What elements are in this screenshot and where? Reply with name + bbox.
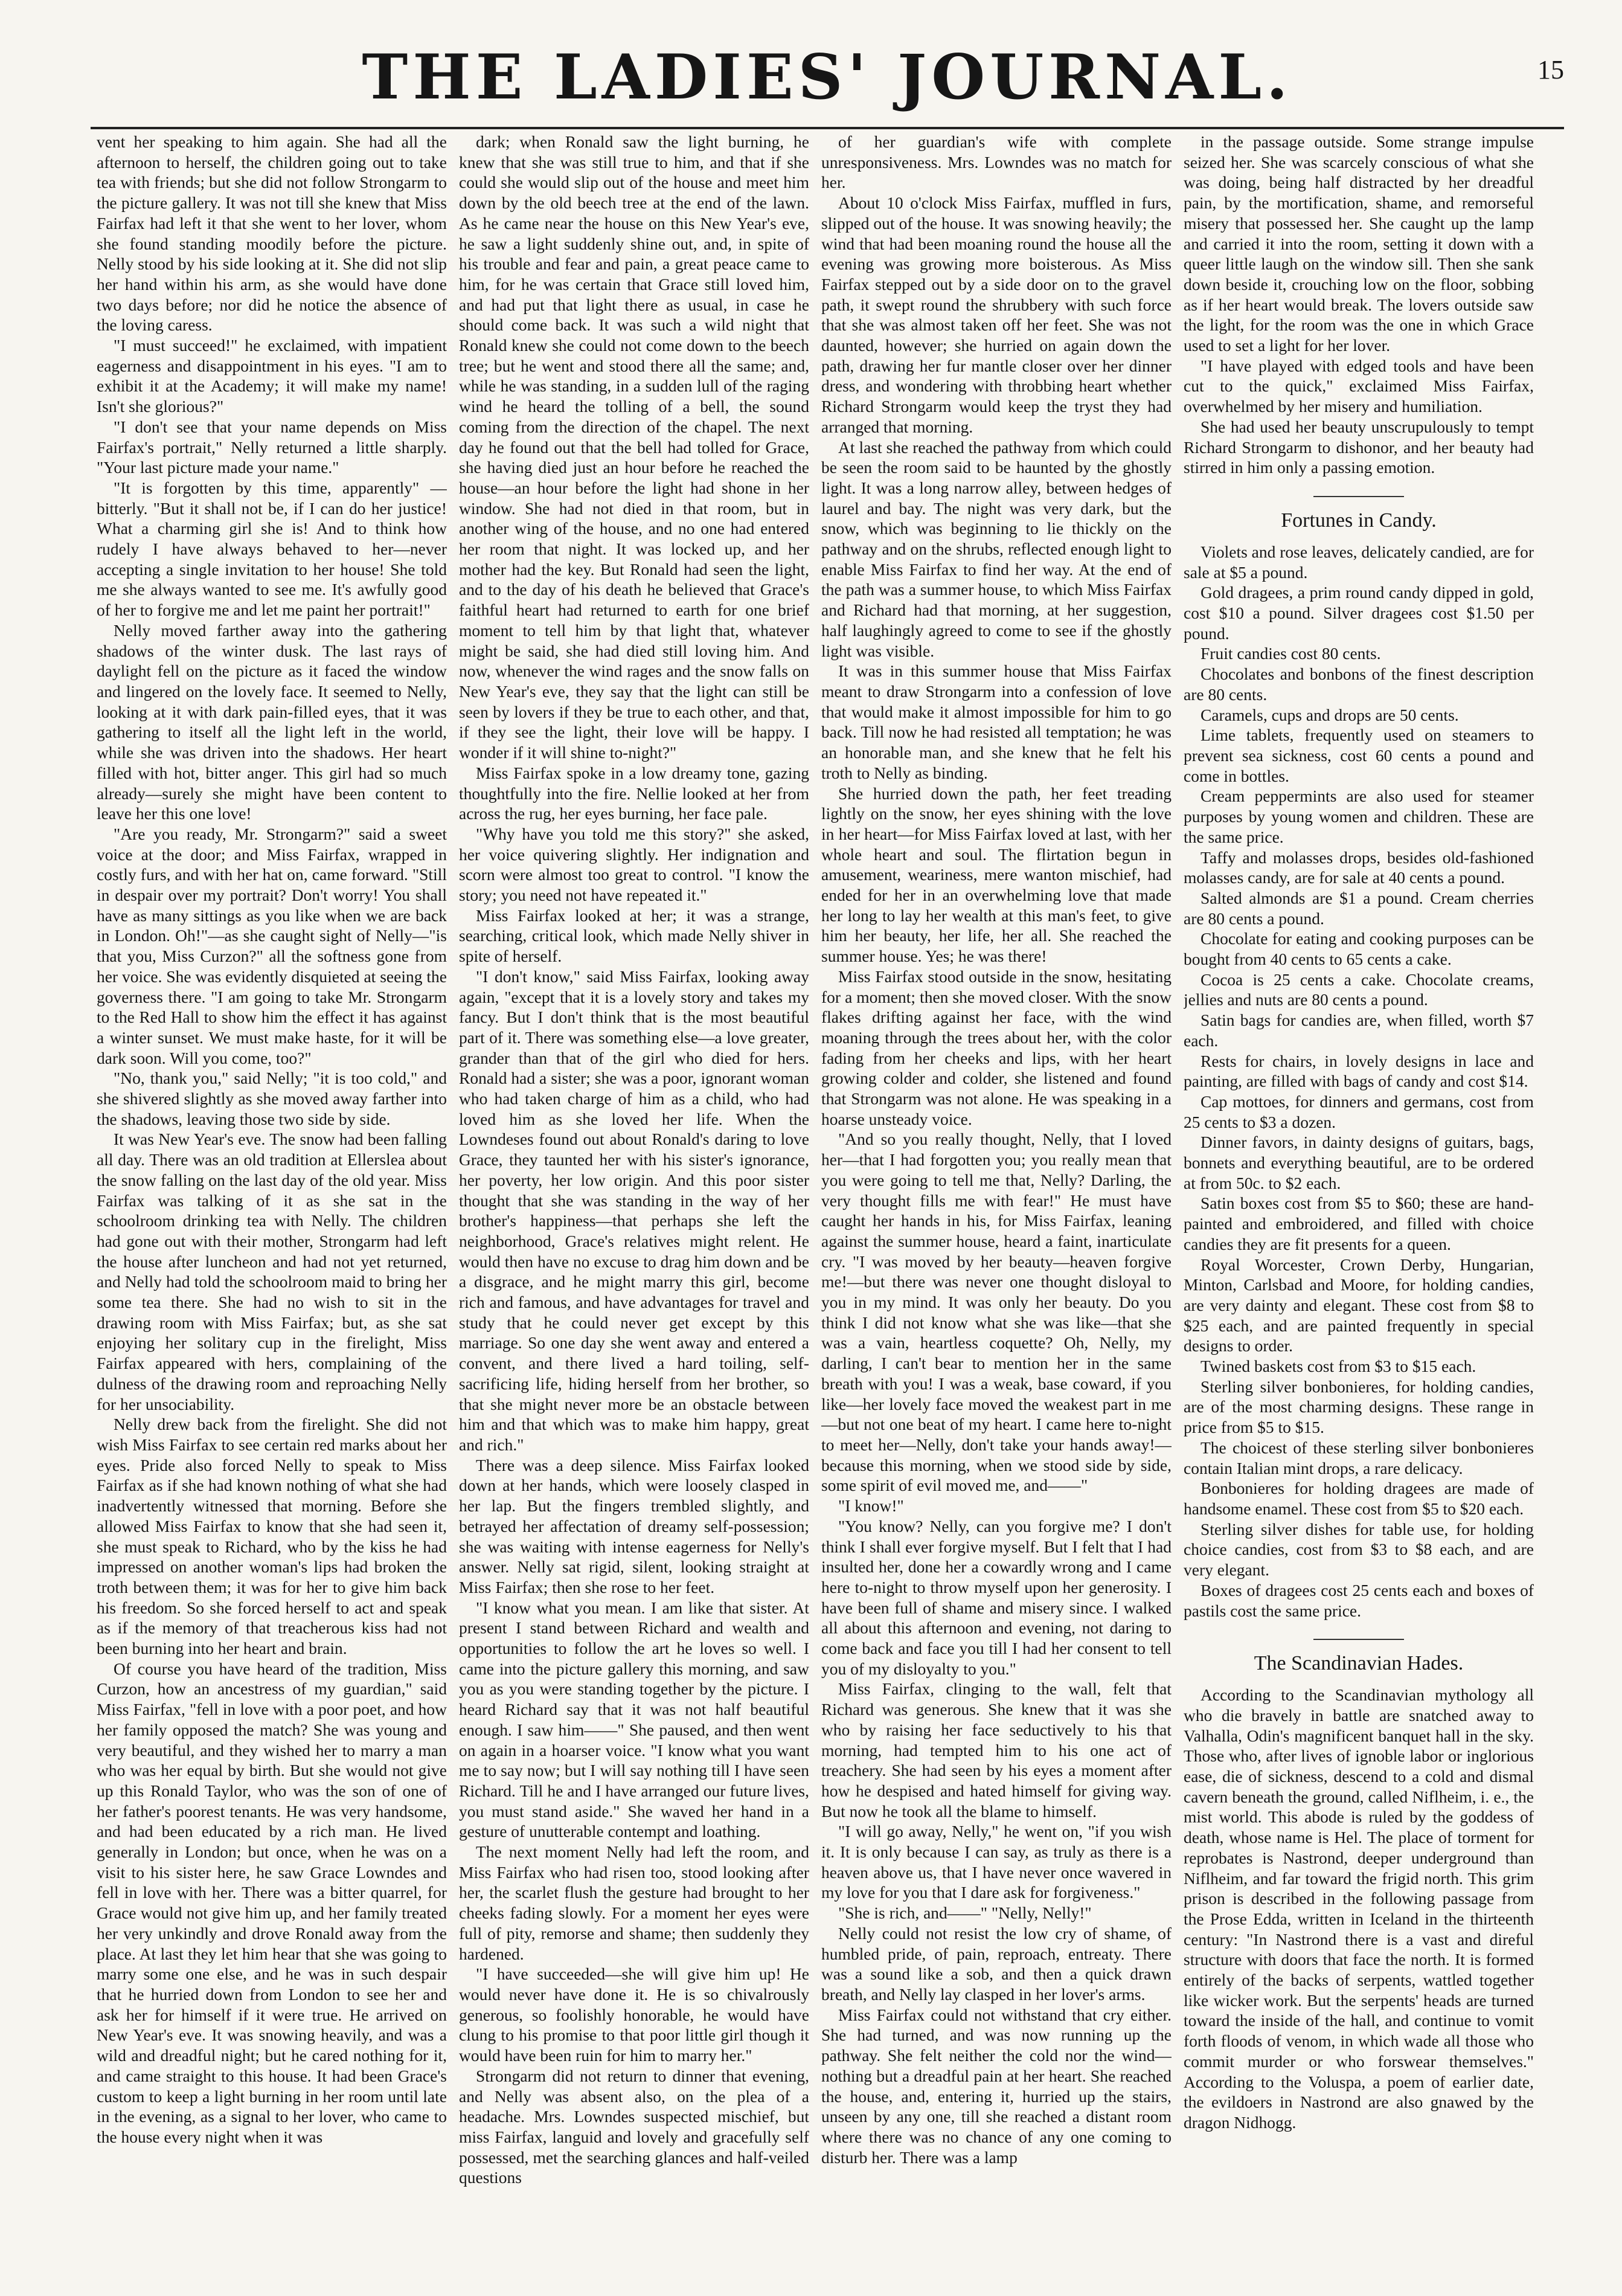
paragraph: "I don't see that your name depends on Miss Fairfax's portrait," Nelly returned a little sharply. "Your last picture made your name." [97,417,447,477]
paragraph: Sterling silver dishes for table use, for holding choice candies, cost from $3 to $8 each, and are very elegant. [1184,1519,1534,1580]
paragraph: Nelly drew back from the firelight. She did not wish Miss Fairfax to see certain red marks about her eyes. Pride also forced Nelly to speak to Miss Fairfax as if she had known nothing of what she had inadvertently witnessed that morning. Before she allowed Miss Fairfax to know that she had seen it, she must speak to Richard, who by the kiss he had impressed on another woman's lips had broken the troth between them; it was for her to give him back his freedom. So she forced herself to act and speak as if the memory of that treacherous kiss had not been burning into her heart and brain. [97,1415,447,1658]
paragraph: She had used her beauty unscrupulously to tempt Richard Strongarm to dishonor, and her beauty had stirred in him only a passing emotion. [1184,417,1534,477]
column-1 [97,132,447,2282]
paragraph: Dinner favors, in dainty designs of guitars, bags, bonnets and everything beautiful, are to be ordered at from 50c. to $2 each. [1184,1133,1534,1192]
paragraph: Miss Fairfax stood outside in the snow, hesitating for a moment; then she moved closer. With the snow flakes drifting against her face, with the wind moaning through the trees about her, with the color fading from her cheeks and lips, with her heart growing colder and colder, she listened and found that Strongarm was not alone. He was speaking in a hoarse unsteady voice. [821,966,1172,1128]
paragraph: "No, thank you," said Nelly; "it is too cold," and she shivered slightly as she moved away farther into the shadows, leaving those two side by side. [97,1069,447,1128]
paragraph: Cream peppermints are also used for steamer purposes by young women and children. These are the same price. [1184,786,1534,846]
paragraph: Satin boxes cost from $5 to $60; these are hand-painted and embroidered, and filled with choice candies they are fit presents for a queen. [1184,1194,1534,1253]
paragraph: Fruit candies cost 80 cents. [1200,644,1381,663]
paragraph: of her guardian's wife with complete unresponsiveness. Mrs. Lowndes was no match for her. [821,132,1172,192]
masthead [91,36,1564,127]
paragraph: Cocoa is 25 cents a cake. Chocolate creams, jellies and nuts are 80 cents a pound. [1184,970,1534,1009]
paragraph: Royal Worcester, Crown Derby, Hungarian, Minton, Carlsbad and Moore, for holding candies, are very dainty and elegant. These cost from $8 to $25 each, and are painted frequently in special designs to order. [1184,1255,1534,1355]
paragraph: According to the Scandinavian mythology all who die bravely in battle are snatched away to Valhalla, Odin's magnificent banquet hall in the sky. Those who, after lives of ignoble labor or inglorious ease, die of sickness, descend to a cold and dismal cavern beneath the ground, called Niflheim, i. e., the mist world. This abode is ruled by the goddess of death, whose name is Hel. The place of torment for reprobates is Nastrond, deeper underground than Niflheim, and far toward the frigid north. This grim prison is described in the following passage from the Prose Edda, written in Iceland in the thirteenth century: "In Nastrond there is a vast and direful structure with doors that face the north. It is formed entirely of the backs of serpents, wattled together like wicker work. But the serpents' heads are turned toward the inside of the hall, and continue to vomit forth floods of venom, in which wade all those who commit murder or who forswear themselves." According to the Voluspa, a poem of earlier date, the evildoers in Nastrond are also gnawed by the dragon Nidhogg. [1184,1685,1534,2132]
paragraph: Sterling silver bonbonieres, for holding candies, are of the most charming designs. These range in price from $5 to $15. [1184,1377,1534,1437]
paragraph: Bonbonieres for holding dragees are made of handsome enamel. These cost from $5 to $20 each. [1184,1479,1534,1518]
paragraph: "Are you ready, Mr. Strongarm?" said a sweet voice at the door; and Miss Fairfax, wrapped in costly furs, and with her hat on, came forward. "Still in despair over my portrait? Don't worry! You shall have as many sittings as you like when we are back in London. Oh!"—as she caught sight of Nelly—"is that you, Miss Curzon?" all the softness gone from her voice. She was evidently disquieted at seeing the governess there. "I am going to take Mr. Strongarm to the Red Hall to show him the effect it has against a winter sunset. We must make haste, for it will be dark soon. Will you come, too?" [97,824,447,1067]
paragraph: Strongarm did not return to dinner that evening, and Nelly was absent also, on the plea of a headache. Mrs. Lowndes suspected mischief, but miss Fairfax, languid and lovely and gracefully self possessed, met the searching glances and half-veiled questions [459,2066,809,2187]
paragraph: in the passage outside. Some strange impulse seized her. She was scarcely conscious of what she was doing, being half distracted by her dreadful pain, by the mortification, shame, and remorseful misery that possessed her. She caught up the lamp and carried it into the room, setting it down with a queer little laugh on the window sill. Then she sank down beside it, crouching low on the floor, sobbing as if her heart would break. The lovers outside saw the light, for the room was the one in which Grace used to set a light for her lover. [1184,132,1534,355]
paragraph: At last she reached the pathway from which could be seen the room said to be haunted by the ghostly light. It was a long narrow alley, between hedges of laurel and bay. The night was very dark, but the snow, which was beginning to lie thickly on the pathway and on the shrubs, reflected enough light to enable Miss Fairfax to find her way. At the end of the path was a summer house, to which Miss Fairfax and Richard had that morning, at her suggestion, half laughingly agreed to come to see if the ghostly light was visible. [821,437,1172,660]
paragraph: Miss Fairfax could not withstand that cry either. She had turned, and was now running up the pathway. She felt neither the cold nor the wind—nothing but a dreadful pain at her heart. She reached the house, and, entering it, hurried up the stairs, unseen by any one, till she reached a distant room where there was no chance of any one coming to disturb her. There was a lamp [821,2005,1172,2167]
paragraph: Taffy and molasses drops, besides old-fashioned molasses candy, are for sale at 40 cents a pound. [1184,847,1534,887]
paragraph: The next moment Nelly had left the room, and Miss Fairfax who had risen too, stood looking after her, the scarlet flush the gesture had brought to her cheeks fading slowly. For a moment her eyes were full of pity, remorse and shame; then suddenly they hardened. [459,1842,809,1963]
paragraph: Cap mottoes, for dinners and germans, cost from 25 cents to $3 a dozen. [1184,1092,1534,1131]
column-4 [1184,132,1534,2282]
paragraph: Chocolate for eating and cooking purposes can be bought from 40 cents to 65 cents a cake. [1184,929,1534,969]
paragraph: Satin bags for candies are, when filled, worth $7 each. [1184,1011,1534,1050]
paragraph: "I have played with edged tools and have been cut to the quick," exclaimed Miss Fairfax, overwhelmed by her misery and humiliation. [1184,356,1534,416]
paragraph: Violets and rose leaves, delicately candied, are for sale at $5 a pound. [1184,542,1534,582]
paragraph: "I know!" [838,1496,904,1516]
paragraph: Boxes of dragees cost 25 cents each and boxes of pastils cost the same price. [1184,1580,1534,1620]
section-heading: The Scandinavian Hades. [1254,1652,1464,1675]
paragraph: Nelly could not resist the low cry of shame, of humbled pride, of pain, reproach, entreaty. There was a sound like a sob, and then a quick drawn breath, and Nelly lay clasped in her lover's arms. [821,1923,1172,2004]
paragraph: Miss Fairfax spoke in a low dreamy tone, gazing thoughtfully into the fire. Nellie looked at her from across the rug, her eyes burning, her face pale. [459,763,809,823]
paragraph: About 10 o'clock Miss Fairfax, muffled in furs, slipped out of the house. It was snowing heavily; the wind that had been moaning round the house all the evening was growing more boisterous. As Miss Fairfax stepped out by a side door on to the gravel path, it swept round the shrubbery with such force that she was almost taken off her feet. She was not daunted, however; she hurried on again down the path, drawing her fur mantle closer over her dinner dress, and wondering with throbbing heart whether Richard Strongarm would keep the tryst they had arranged that morning. [821,193,1172,436]
paragraph: Miss Fairfax, clinging to the wall, felt that Richard was generous. She knew that it was she who by raising her face seductively to his that morning, had tempted him to his one act of treachery. She had seen by his eyes a moment after how he despised and hated himself for giving way. But now he took all the blame to himself. [821,1679,1172,1821]
paragraph: Twined baskets cost from $3 to $15 each. [1200,1357,1476,1376]
section-heading: Fortunes in Candy. [1281,509,1437,532]
paragraph: Salted almonds are $1 a pound. Cream cherries are 80 cents a pound. [1184,888,1534,928]
paragraph: dark; when Ronald saw the light burning, he knew that she was still true to him, and that if she could she would slip out of the house and meet him down by the old beech tree at the end of the lawn. As he came near the house on this New Year's eve, he saw a light suddenly shine out, and, in spite of his trouble and fear and pain, a great peace came to him, for he was certain that Grace still loved him, and had put that light there as usual, in case he should come back. It was such a wild night that Ronald knew she could not come down to the beech tree; but he went and stood there all the same; and, while he was standing, in a sudden lull of the raging wind he heard the tolling of a bell, the sound coming from the direction of the chapel. The next day he found out that the bell had tolled for Grace, she having died just an hour before he reached the house—an hour before the light had shone in her window. She had not died in that room, but in another wing of the house, and no one had entered her room that night. It was locked up, and her mother had the key. But Ronald had seen the light, and to the day of his death he believed that Grace's faithful heart had returned to earth for one brief moment to tell him by that light that, whatever might be said, she had died still loving him. And now, whenever the wind rages and the snow falls on New Year's eve, they say that the light can still be seen by lovers if they be true to each other, and that, if they see the light, their love will be happy. I wonder if it will shine to-night?" [459,132,809,762]
paragraph: Lime tablets, frequently used on steamers to prevent sea sickness, cost 60 cents a pound and come in bottles. [1184,725,1534,785]
paragraph: "I don't know," said Miss Fairfax, looking away again, "except that it is a lovely story and takes my fancy. But I don't think that is the most beautiful part of it. There was something else—a love greater, grander than that of the girl who died for hers. Ronald had a sister; she was a poor, ignorant woman who had taken charge of him as a child, who had loved him as she loved her life. When the Lowndeses found out about Ronald's daring to love Grace, they taunted her with his sister's ignorance, her poverty, her low origin. And this poor sister thought that she was standing in the way of her brother's happiness—that perhaps she left the neighborhood, Grace's relatives might relent. He would then have no excuse to drag him down and be a disgrace, and he might marry this girl, become rich and famous, and have advantages for travel and study that he could never get except by this marriage. So one day she went away and entered a convent, and there lived a hard toiling, self-sacrificing life, hiding herself from her brother, so that she might never more be an obstacle between him and that which was to make him happy, great and rich." [459,966,809,1454]
paragraph: "I have succeeded—she will give him up! He would never have done it. He is so chivalrously generous, so foolishly honorable, he would have clung to his promise to that poor little girl though it would have been ruin for him to marry her." [459,1964,809,2065]
paragraph: "I know what you mean. I am like that sister. At present I stand between Richard and wealth and opportunities to follow the art he loves so well. I came into the picture gallery this morning, and saw you as you were standing together by the picture. I heard Richard say that it was not half beautiful enough. I saw him——" She paused, and then went on again in a hoarser voice. "I know what you want me to say now; but I will say nothing till I have seen Richard. Till he and I have arranged our future lives, you must stand aside." She waved her hand in a gesture of unutterable contempt and loathing. [459,1598,809,1841]
paragraph: "You know? Nelly, can you forgive me? I don't think I shall ever forgive myself. But I felt that I had insulted her, done her a cowardly wrong and I came here to-night to throw myself upon her generosity. I have been full of shame and misery since. I walked all about this afternoon and evening, not daring to come back and face you till I had her consent to tell you of my disloyalty to you." [821,1516,1172,1678]
column-3 [821,132,1172,2282]
section-divider [1313,496,1404,497]
column-2 [459,132,809,2282]
paragraph: Chocolates and bonbons of the finest description are 80 cents. [1184,664,1534,704]
paragraph: Caramels, cups and drops are 50 cents. [1200,705,1459,724]
journal-title: THE LADIES' JOURNAL. [362,41,1293,114]
paragraph: "I will go away, Nelly," he went on, "if you wish it. It is only because I can say, as truly as there is a heaven above us, that I have never once wavered in my love for you that I dare ask for forgiveness." [821,1822,1172,1902]
paragraph: "She is rich, and——" "Nelly, Nelly!" [838,1903,1092,1923]
paragraph: "It is forgotten by this time, apparently" —bitterly. "But it shall not be, if I can do her justice! What a charming girl she is! And to think how rudely I have always behaved to her—never accepting a single invitation to her house! She told me she always wanted to see me. It's awfully good of her to forgive me and let me paint her portrait!" [97,478,447,620]
paragraph: Rests for chairs, in lovely designs in lace and painting, are filled with bags of candy and cost $14. [1184,1051,1534,1091]
section-divider [1313,1639,1404,1640]
paragraph: Of course you have heard of the tradition, Miss Curzon, how an ancestress of my guardian," said Miss Fairfax, "fell in love with a poor poet, and how her family opposed the match? She was young and very beautiful, and they wished her to marry a man who was her equal by birth. But she would not give up this Ronald Taylor, who was the son of one of her father's poorest tenants. He was very handsome, and had been educated by a rich man. He lived generally in London; but once, when he was on a visit to his sister here, he saw Grace Lowndes and fell in love with her. There was a bitter quarrel, for Grace would not give him up, and her family treated her very unkindly and drove Ronald away from the place. At last they let him hear that she was going to marry some one else, and he was in such despair that he hurried down from London to see her and ask her for himself if it were true. He arrived on New Year's eve. It was snowing heavily, and was a wild and dreadful night; but he cared nothing for it, and came straight to this house. It had been Grace's custom to keep a light burning in her room until late in the evening, as a signal to her lover, who came to the house every night when it was [97,1659,447,2146]
page-number: 15 [1537,55,1564,85]
paragraph: vent her speaking to him again. She had all the afternoon to herself, the children going out to take tea with friends; but she did not follow Strongarm to the picture gallery. It was not till she knew that Miss Fairfax had left it that she went to her lover, whom she found standing moodily before the picture. Nelly stood by his side looking at it. She did not slip her hand within his arm, as she would have done two days before; nor did he notice the absence of the loving caress. [97,132,447,335]
paragraph: It was in this summer house that Miss Fairfax meant to draw Strongarm into a confession of love that would make it almost impossible for him to go back. Till now he had resisted all temptation; he was an honorable man, and she knew that he felt his troth to Nelly as binding. [821,661,1172,782]
paragraph: The choicest of these sterling silver bonbonieres contain Italian mint drops, a rare delicacy. [1184,1438,1534,1478]
paragraph: "I must succeed!" he exclaimed, with impatient eagerness and disappointment in his eyes. "I am to exhibit it at the Academy; it will make my name! Isn't she glorious?" [97,336,447,416]
paragraph: "Why have you told me this story?" she asked, her voice quivering slightly. Her indignation and scorn were almost too great to control. "I know the story; you need not have repeated it." [459,824,809,905]
paragraph: Gold dragees, a prim round candy dipped in gold, cost $10 a pound. Silver dragees cost $1.50 per pound. [1184,583,1534,643]
paragraph: Nelly moved farther away into the gathering shadows of the winter dusk. The last rays of daylight fell on the picture as it faced the window and lingered on the lovely face. It seemed to Nelly, looking at it with dark pain-filled eyes, that it was gathering to itself all the light left in the world, while she was driven into the shadows. Her heart filled with hot, bitter anger. This girl had so much already—surely she might have been content to leave her this one love! [97,620,447,823]
paragraph: Miss Fairfax looked at her; it was a strange, searching, critical look, which made Nelly shiver in spite of herself. [459,905,809,966]
paragraph: She hurried down the path, her feet treading lightly on the snow, her eyes shining with the love in her heart—for Miss Fairfax loved at last, with her whole heart and soul. The flirtation begun in amusement, weariness, mere wanton mischief, had ended for her in an overwhelming love that made her long to lay her wealth at this man's feet, to give him her beauty, her life, her all. She reached the summer house. Yes; he was there! [821,783,1172,966]
masthead-rule [91,127,1564,129]
paragraph: There was a deep silence. Miss Fairfax looked down at her hands, which were loosely clasped in her lap. But the fingers trembled slightly, and betrayed her affectation of dreamy self-possession; she was waiting with intense eagerness for Nelly's answer. Nelly sat rigid, silent, looking straight at Miss Fairfax; then she rose to her feet. [459,1455,809,1597]
paragraph: "And so you really thought, Nelly, that I loved her—that I had forgotten you; you really mean that you were going to tell me that, Nelly? Darling, the very thought fills me with fear!" He must have caught her hands in his, for Miss Fairfax, leaning against the summer house, heard a faint, inarticulate cry. "I was moved by her beauty—heaven forgive me!—but there was never one thought disloyal to you in my mind. It was only her beauty. Do you think I did not know what she was like—that she was a vain, heartless coquette? Oh, Nelly, my darling, I can't bear to mention her in the same breath with you! I was a weak, base coward, if you like—her lovely face moved the weakest part in me—but not one beat of my heart. I came here to-night to meet her—Nelly, don't take your hands away!—because this morning, when we stood side by side, some spirit of evil moved me, and——" [821,1130,1172,1495]
paragraph: It was New Year's eve. The snow had been falling all day. There was an old tradition at Ellerslea about the snow falling on the last day of the old year. Miss Fairfax was talking of it as she sat in the schoolroom drinking tea with Nelly. The children had gone out with their mother, Strongarm had left the house after luncheon and had not yet returned, and Nelly had told the schoolroom maid to bring her some tea there. She had no wish to sit in the drawing room with Miss Fairfax; but, as she sat enjoying her solitary cup in the firelight, Miss Fairfax appeared with hers, complaining of the dulness of the drawing room and reproaching Nelly for her unsociability. [97,1130,447,1413]
